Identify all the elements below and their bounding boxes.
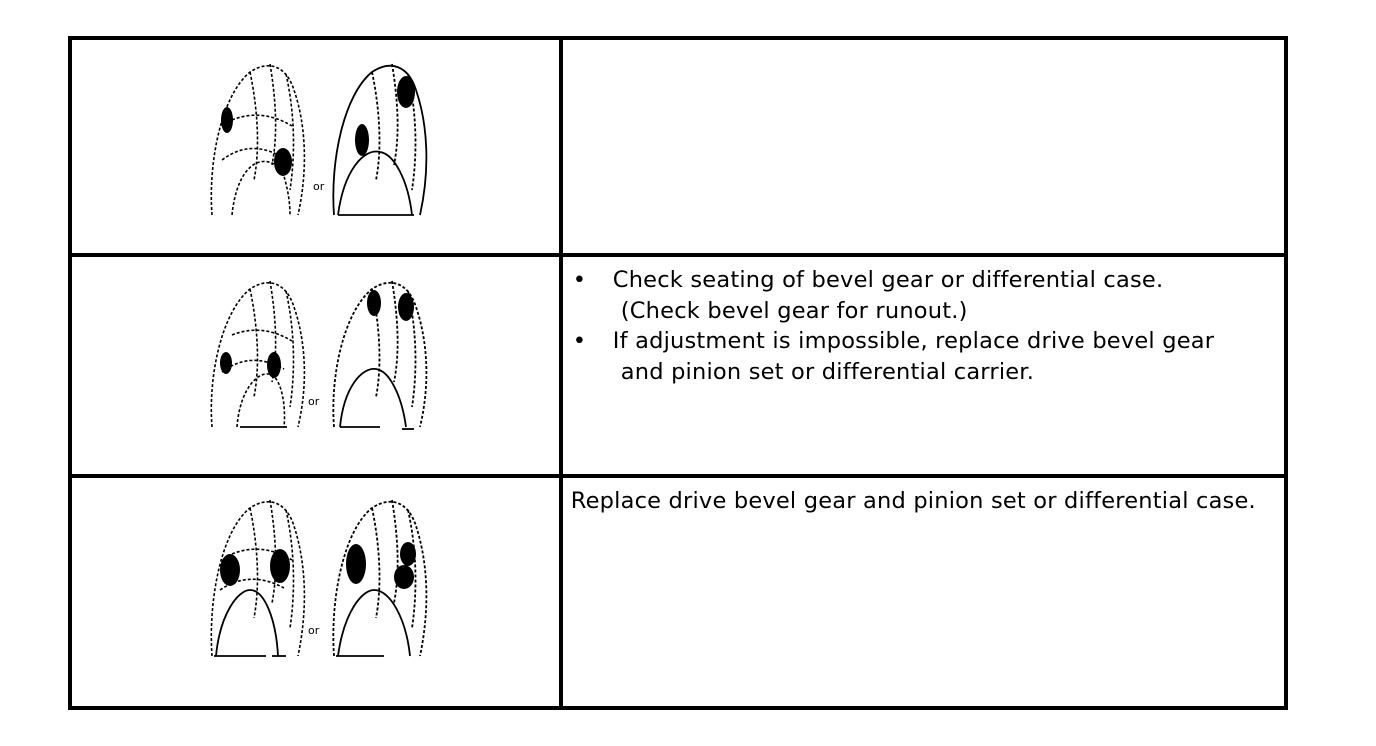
tooth-contact-table [68,36,1288,710]
bullet-marker: • [572,267,587,294]
bullet-marker: • [572,328,587,355]
gear-tooth-contact-diagram [72,40,562,256]
instruction-text: Replace drive bevel gear and pinion set or differential case. [570,487,1256,514]
contact-pattern-figure-1 [70,38,561,255]
instruction-note: and pinion set or differential carrier. [620,358,1035,385]
table-row [70,476,1286,708]
contact-pattern-figure-3 [70,476,561,708]
instruction-note: (Check bevel gear for runout.) [620,297,968,324]
list-item [563,326,1284,387]
instruction-text: Check seating of bevel gear or differential case. [612,267,1164,294]
table-row [70,255,1286,475]
list-item [563,265,1284,326]
row-2-description [561,255,1286,475]
instruction-list [563,257,1284,387]
gear-tooth-contact-diagram [72,257,562,476]
row-3-description [561,476,1286,708]
contact-pattern-figure-2 [70,255,561,475]
figure-separator-label: or [313,180,325,193]
instruction-text: If adjustment is impossible, replace drive bevel gear [612,328,1215,355]
gear-tooth-contact-diagram [72,478,562,709]
figure-separator-label: or [308,395,320,409]
row-1-description [561,38,1286,255]
table-row [70,38,1286,255]
figure-separator-label: or [308,623,320,637]
